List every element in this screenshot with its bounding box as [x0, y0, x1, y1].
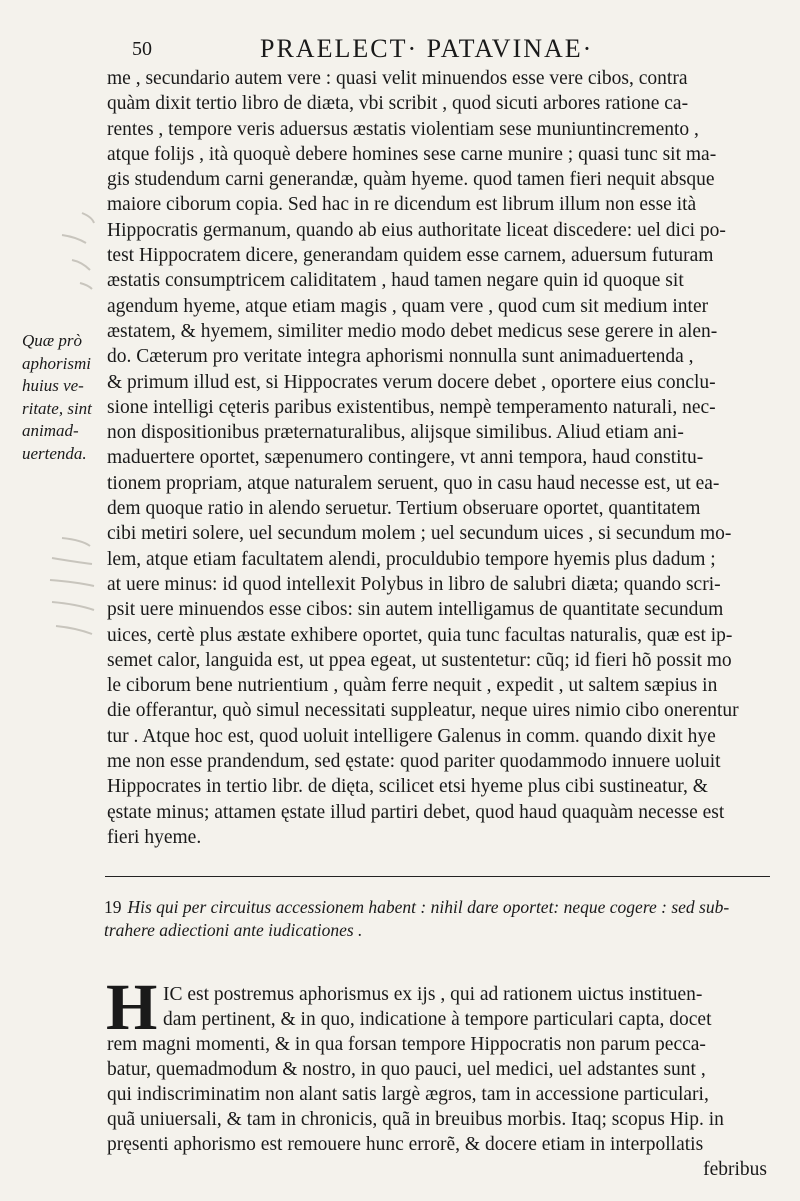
text-line: Hippocratis germanum, quando ab eius authoritate liceat discedere: uel dici po- [107, 219, 726, 241]
text-line: tionem propriam, atque naturalem seruent, quo in casu haud necesse est, ut ea- [107, 472, 720, 494]
commentary-line: pręsenti aphorismo est remouere hunc errorẽ, & docere etiam in interpollatis [107, 1134, 704, 1155]
text-line: me , secundario autem vere : quasi velit minuendos esse vere cibos, contra [107, 68, 688, 89]
commentary-line: dam pertinent, & in quo, indicatione à tempore particulari capta, docet [163, 1009, 712, 1030]
text-line: cibi metiri solere, uel secundum molem ; uel secundum uices , si secundum mo- [107, 523, 732, 545]
margin-note-line: animad- [22, 421, 79, 440]
text-line: lem, atque etiam facultatem alendi, proculdubio tempore hyemis plus dadum ; [107, 548, 716, 570]
text-line: gis studendum carni generandæ, quàm hyeme. quod tamen fieri nequit absque [107, 169, 715, 191]
text-line: sione intelligi cęteris paribus existentibus, nempè temperamento naturali, nec- [107, 396, 716, 418]
show-through-mark [22, 530, 102, 656]
text-line: quàm dixit tertio libro de diæta, vbi scribit , quod sicuti arbores ratione ca- [107, 93, 689, 115]
commentary-block [106, 971, 767, 1182]
aphorism-line-2: trahere adiectioni ante iudicationes . [104, 920, 363, 940]
main-text-block [107, 66, 767, 850]
section-rule [105, 876, 770, 877]
text-line: dem quoque ratio in alendo seruetur. Tertium obseruare oportet, quantitatem [107, 498, 701, 520]
text-line: fieri hyeme. [107, 826, 202, 848]
commentary-line: qui indiscriminatim non alant satis largè ægros, tam in accessione particulari, [107, 1084, 709, 1105]
text-line: at uere minus: id quod intellexit Polybus in libro de salubri diæta; quando scri- [107, 573, 721, 595]
margin-note-line: uertenda. [22, 443, 87, 463]
text-line: test Hippocratem dicere, generandam quidem esse carnem, aduersum futuram [107, 245, 714, 267]
page-number: 50 [132, 38, 152, 60]
aphorism-line-1 [104, 896, 772, 919]
aphorism-text-1: His qui per circuitus accessionem habent : nihil dare oportet: neque cogere : sed sub- [127, 897, 730, 917]
text-line: le ciborum bene nutrientium , quàm ferre nequit , expedit , ut saltem sæpius in [107, 675, 718, 697]
show-through-scribble-icon [22, 205, 102, 295]
text-line: uices, certè plus æstate exhibere oportet, quia tunc facultas naturalis, quæ est ip- [107, 624, 733, 646]
aphorism-number: 19 [104, 897, 122, 917]
text-line: do. Cæterum pro veritate integra aphorismi nonnulla sunt animaduertenda , [107, 346, 694, 368]
margin-note [22, 330, 102, 465]
text-line: maiore ciborum copia. Sed hac in re dicendum est librum illum non esse ità [107, 194, 697, 216]
show-through-mark [22, 205, 102, 301]
text-line: ęstate minus; attamen ęstate illud partiri debet, quod haud quaquàm necesse est [107, 801, 725, 823]
text-line: psit uere minuendos esse cibos: sin autem intelligamus de quantitate secundum [107, 599, 724, 621]
commentary-line: batur, quemadmodum & nostro, in quo pauci, uel medici, uel adstantes sunt , [107, 1059, 706, 1080]
commentary-line: quã uniuersali, & tam in chronicis, quã in breuibus morbis. Itaq; scopus Hip. in [107, 1109, 724, 1130]
text-line: Hippocrates in tertio libr. de dięta, scilicet etsi hyeme plus cibi sustineatur, & [107, 776, 708, 798]
drop-cap: H [106, 971, 158, 1044]
text-line: rentes , tempore veris aduersus æstatis violentiam sese muniuntincremento , [107, 118, 699, 140]
page-header [100, 32, 760, 66]
aphorism-block [104, 896, 772, 942]
text-line: agendum hyeme, atque etiam magis , quam vere , quod cum sit medium inter [107, 295, 709, 317]
margin-note-line: aphorismi [22, 353, 91, 373]
margin-note-line: ritate, sint [22, 398, 92, 418]
commentary-line: IC est postremus aphorismus ex ijs , qui ad rationem uictus instituen- [163, 984, 703, 1005]
text-line: semet calor, languida est, ut ppea egeat, ut sustentetur: cũq; id fieri hõ possit mo [107, 649, 732, 671]
margin-note-line: Quæ prò [22, 331, 82, 350]
margin-note-line: huius ve- [22, 376, 84, 395]
catchword: febribus [703, 1159, 767, 1180]
text-line: tur . Atque hoc est, quod uoluit intelligere Galenus in comm. quando dixit hye [107, 725, 716, 747]
running-title: PRAELECT· PATAVINAE· [260, 34, 594, 63]
text-line: æstatem, & hyemem, similiter medio modo debet medicus sese gerere in alen- [107, 320, 718, 342]
text-line: non dispositionibus præternaturalibus, alijsque similibus. Aliud etiam ani- [107, 422, 684, 444]
text-line: & primum illud est, si Hippocrates verum docere debet , oportere eius conclu- [107, 371, 716, 393]
commentary-line: rem magni momenti, & in qua forsan tempore Hippocratis non parum pecca- [107, 1034, 706, 1055]
text-line: æstatis consumptricem caliditatem , haud tamen negare quin id quoque sit [107, 270, 684, 292]
text-line: die offerantur, quò simul necessitati suppleatur, neque uires nimio cibo onerentur [107, 700, 739, 722]
text-line: maduertere oportet, sæpenumero contingere, vt anni tempora, haud constitu- [107, 447, 704, 469]
text-line: me non esse prandendum, sed ęstate: quod pariter quodammodo innuere uoluit [107, 751, 721, 773]
text-line: atque folijs , ità quoquè debere homines sese carne munire ; quasi tunc sit ma- [107, 143, 717, 165]
show-through-scribble-icon [22, 530, 102, 650]
